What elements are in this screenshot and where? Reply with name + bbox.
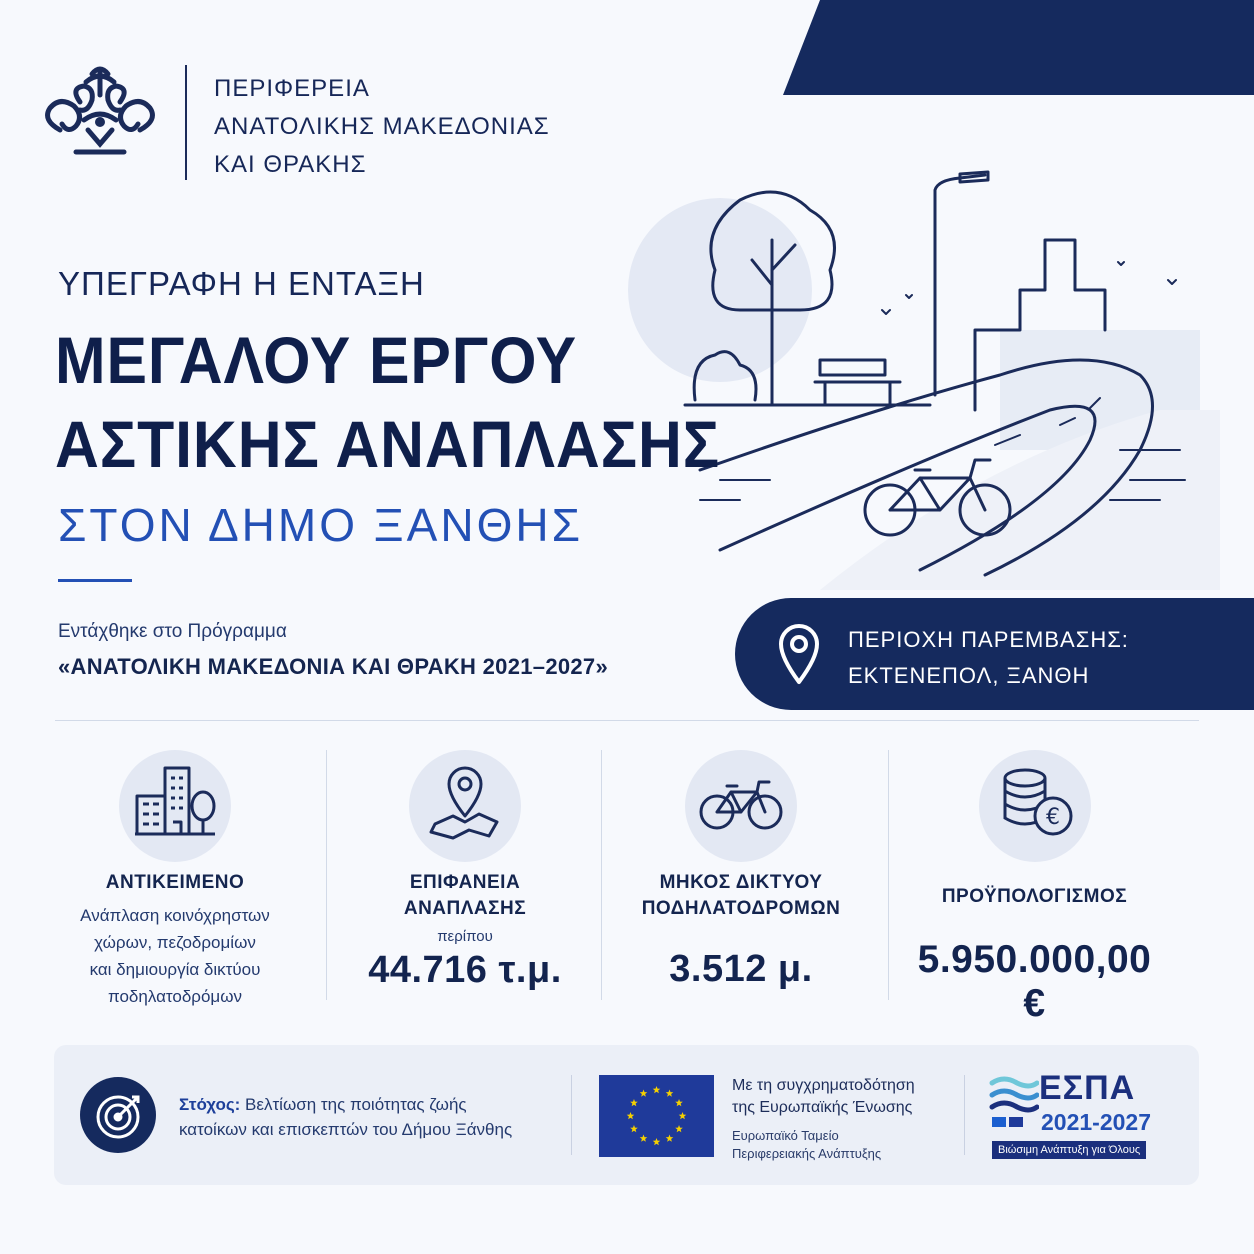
region-name [214, 70, 550, 184]
espa-tagline: Βιώσιμη Ανάπτυξη για Όλους [992, 1141, 1146, 1159]
svg-text:€: € [1045, 805, 1060, 830]
program-info [58, 620, 608, 680]
section-divider [55, 720, 1199, 721]
goal-label: Στόχος: [179, 1095, 241, 1114]
intervention-area-pill [735, 598, 1254, 710]
stat-icon-circle [685, 750, 797, 862]
region-emblem-icon [40, 60, 160, 160]
espa-years: 2021-2027 [1041, 1109, 1151, 1135]
hero-kicker: ΥΠΕΓΡΑΦΗ Η ΕΝΤΑΞΗ [58, 265, 425, 302]
goal-text-2: κατοίκων και επισκεπτών του Δήμου Ξάνθης [179, 1120, 513, 1139]
location-pin-icon [777, 622, 821, 686]
stat-icon-circle [979, 750, 1091, 862]
footer-divider [571, 1075, 572, 1155]
label-line: ΑΝΑΠΛΑΣΗΣ [403, 898, 527, 919]
target-icon [80, 1077, 156, 1153]
stat-value: 5.950.000,00 € [917, 938, 1152, 1025]
stat-note: περίπου [437, 928, 493, 945]
stat-divider [888, 750, 889, 1000]
hero-subhead: ΣΤΟΝ ΔΗΜΟ ΞΑΝΘΗΣ [58, 499, 584, 551]
stat-value: 3.512 μ. [669, 948, 813, 990]
area-label: ΠΕΡΙΟΧΗ ΠΑΡΕΜΒΑΣΗΣ: [848, 627, 1129, 652]
area-value: ΕΚΤΕΝΕΠΟΛ, ΞΑΝΘΗ [848, 663, 1090, 688]
stat-value: 44.716 τ.μ. [368, 949, 562, 991]
header-divider [185, 65, 187, 180]
stat-label: ΠΡΟΫΠΟΛΟΓΙΣΜΟΣ [941, 886, 1128, 907]
stat-network-length [626, 750, 856, 991]
fund-line-2: Περιφερειακής Ανάπτυξης [732, 1146, 882, 1161]
stat-divider [326, 750, 327, 1000]
stat-icon-circle [119, 750, 231, 862]
footer-divider [964, 1075, 965, 1155]
espa-title: ΕΣΠΑ [1039, 1069, 1136, 1107]
program-intro: Εντάχθηκε στο Πρόγραμμα [58, 621, 287, 642]
program-name: «ΑΝΑΤΟΛΙΚΗ ΜΑΚΕΔΟΝΙΑ ΚΑΙ ΘΡΑΚΗ 2021–2027» [58, 654, 608, 679]
stat-object [60, 750, 290, 1010]
label-line: ΠΟΔΗΛΑΤΟΔΡΟΜΩΝ [641, 898, 841, 919]
region-line-2: ΑΝΑΤΟΛΙΚΗΣ ΜΑΚΕΔΟΝΙΑΣ [214, 113, 550, 140]
area-text [848, 622, 1129, 694]
bicycle-icon [685, 750, 797, 862]
goal-text-1: Βελτίωση της ποιότητας ζωής [240, 1095, 467, 1114]
coins-euro-icon [979, 750, 1091, 862]
cofund-line-2: της Ευρωπαϊκής Ένωσης [732, 1099, 913, 1116]
stat-label [626, 870, 856, 922]
cofunding-text [732, 1075, 915, 1163]
region-line-1: ΠΕΡΙΦΕΡΕΙΑ [214, 75, 370, 102]
corner-accent-shape [0, 0, 1254, 95]
desc-line: Ανάπλαση κοινόχρηστων [80, 906, 270, 925]
espa-waves-icon [989, 1073, 1039, 1133]
fund-line-1: Ευρωπαϊκό Ταμείο [732, 1128, 839, 1143]
eu-flag-icon [599, 1075, 714, 1157]
stat-desc [60, 902, 290, 1010]
hero-headline [55, 318, 720, 486]
cofund-line-1: Με τη συγχρηματοδότηση [732, 1077, 915, 1094]
desc-line: και δημιουργία δικτύου [89, 960, 261, 979]
label-line: ΜΗΚΟΣ ΔΙΚΤΥΟΥ [659, 872, 823, 893]
stat-label [350, 870, 580, 922]
headline-line-1: ΜΕΓΑΛΟΥ ΕΡΓΟΥ [55, 323, 578, 397]
stat-budget [912, 750, 1157, 1026]
espa-logo [989, 1069, 1164, 1164]
map-pin-icon [409, 750, 521, 862]
desc-line: χώρων, πεζοδρομίων [94, 933, 256, 952]
buildings-icon [119, 750, 231, 862]
goal-text [179, 1092, 512, 1142]
region-line-3: ΚΑΙ ΘΡΑΚΗΣ [214, 151, 367, 178]
headline-line-2: ΑΣΤΙΚΗΣ ΑΝΑΠΛΑΣΗΣ [55, 407, 721, 481]
funding-footer [54, 1045, 1199, 1185]
desc-line: ποδηλατοδρόμων [107, 987, 243, 1006]
stat-label: ΑΝΤΙΚΕΙΜΕΝΟ [105, 872, 245, 893]
stat-icon-circle [409, 750, 521, 862]
accent-line [58, 579, 132, 582]
label-line: ΕΠΙΦΑΝΕΙΑ [409, 872, 521, 893]
stat-divider [601, 750, 602, 1000]
stat-surface [350, 750, 580, 992]
